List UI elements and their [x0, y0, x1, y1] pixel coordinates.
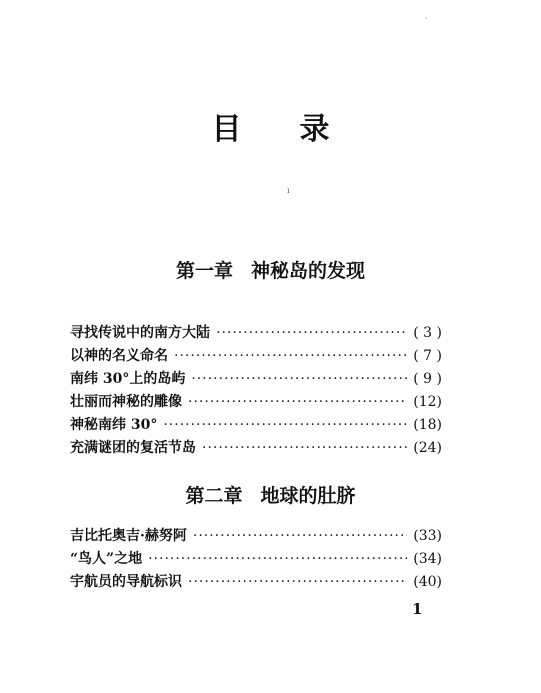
toc-entry-label: 充满谜团的复活节岛	[70, 440, 196, 456]
title-char-left: 目	[211, 112, 242, 147]
toc-entry[interactable]	[70, 322, 442, 345]
toc-entry-page: (40)	[413, 574, 442, 590]
page-number: 1	[412, 600, 423, 618]
title-char-right: 录	[299, 112, 330, 147]
toc-entry-label: 寻找传说中的南方大陆	[70, 325, 210, 341]
toc-entry-label: 壮丽而神秘的雕像	[70, 394, 182, 410]
toc-entry-page: (33)	[413, 528, 442, 544]
toc-entry[interactable]	[70, 391, 442, 414]
toc-entry-page: (34)	[413, 551, 442, 567]
chapter-name: 地球的肚脐	[260, 485, 356, 507]
toc-entry-page: ( 7 )	[413, 348, 442, 364]
chapter-heading-1	[0, 256, 541, 283]
toc-list-chapter-2	[70, 525, 442, 594]
toc-entry[interactable]	[70, 437, 442, 460]
toc-entry[interactable]	[70, 571, 442, 594]
toc-entry-label: 吉比托奥吉·赫努阿	[70, 528, 187, 544]
toc-entry[interactable]	[70, 414, 442, 437]
toc-entry-page: (12)	[413, 394, 442, 410]
dot-leader	[163, 414, 407, 437]
dot-leader	[202, 437, 407, 460]
toc-entry[interactable]	[70, 368, 442, 391]
dot-leader	[148, 548, 407, 571]
dot-leader	[216, 322, 407, 345]
scan-speck: ı	[287, 186, 290, 195]
chapter-name: 神秘岛的发现	[251, 260, 366, 282]
scan-speck: ·	[425, 14, 428, 23]
toc-entry-page: ( 9 )	[413, 371, 442, 387]
toc-list-chapter-1	[70, 322, 442, 460]
toc-entry[interactable]	[70, 525, 442, 548]
dot-leader	[188, 571, 407, 594]
dot-leader	[193, 525, 407, 548]
page-title	[0, 104, 541, 148]
dot-leader	[191, 368, 407, 391]
dot-leader	[174, 345, 407, 368]
chapter-heading-2	[0, 481, 541, 508]
chapter-number: 第一章	[175, 260, 233, 282]
toc-entry-label: 以神的名义命名	[70, 348, 168, 364]
toc-entry[interactable]	[70, 345, 442, 368]
toc-entry-page: (18)	[413, 417, 442, 433]
toc-entry-page: ( 3 )	[413, 325, 442, 341]
dot-leader	[188, 391, 407, 414]
toc-entry-label: “鸟人”之地	[70, 551, 143, 567]
toc-entry-label: 神秘南纬 30°	[70, 417, 158, 433]
toc-entry-label: 南纬 30°上的岛屿	[70, 371, 186, 387]
toc-entry[interactable]	[70, 548, 442, 571]
chapter-number: 第二章	[185, 485, 243, 507]
toc-entry-label: 宇航员的导航标识	[70, 574, 182, 590]
toc-entry-page: (24)	[413, 440, 442, 456]
